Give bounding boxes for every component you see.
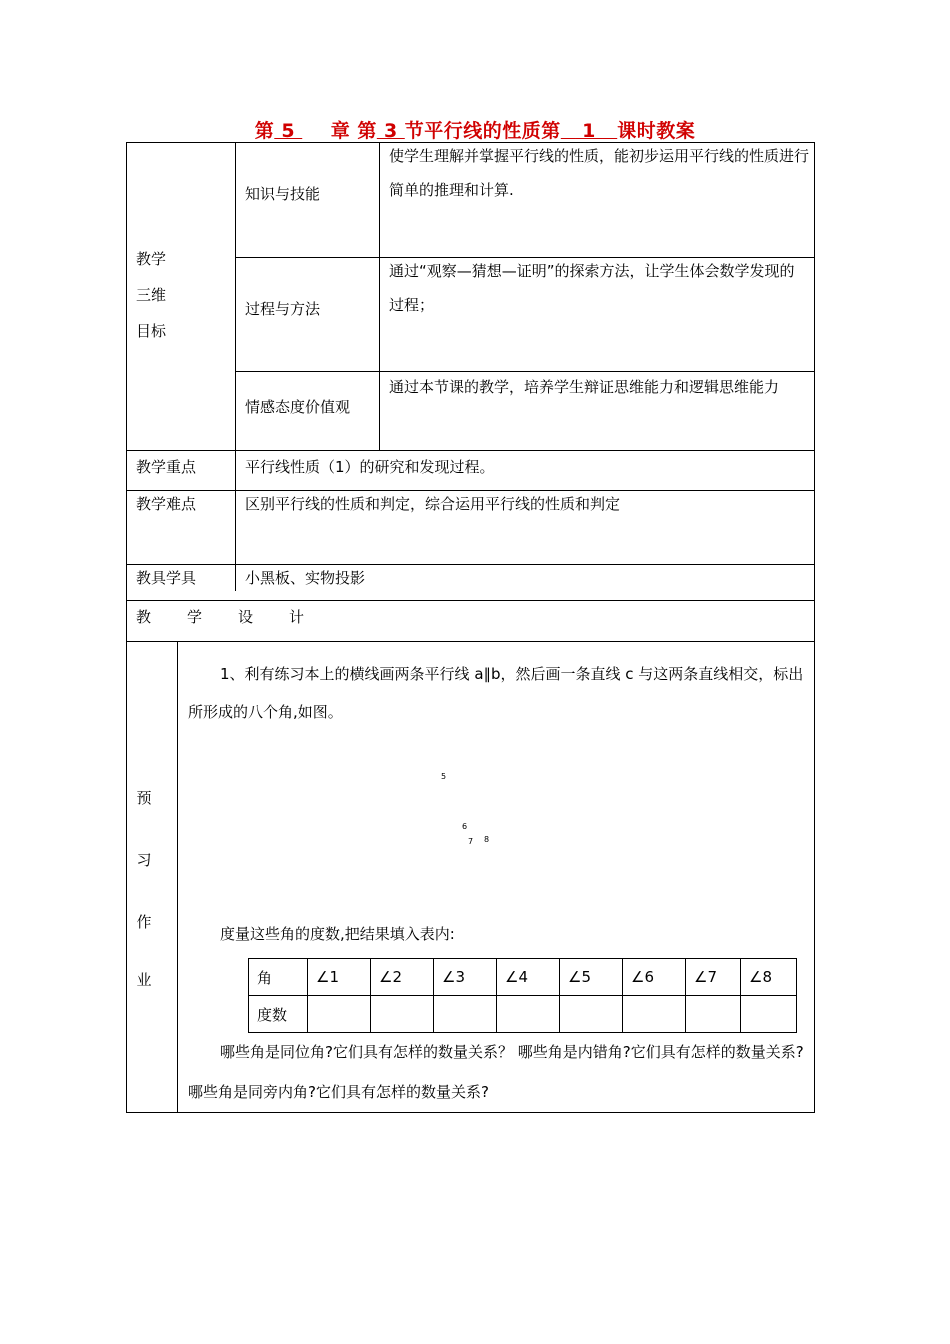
table-cell[interactable]	[497, 996, 560, 1033]
figure-label-5: 5	[441, 772, 447, 781]
preview-label-2: 习	[136, 851, 152, 869]
table-cell: ∠4	[497, 959, 560, 996]
preview-label-4: 业	[136, 971, 152, 989]
preview-paragraph-1: 1、利有练习本上的横线画两条平行线 a∥b，然后画一条直线 c 与这两条直线相交，标出所形成的八个角,如图。	[188, 665, 804, 721]
table-cell: ∠1	[308, 959, 371, 996]
objective-name-process: 过程与方法	[245, 300, 321, 318]
page-title: 第 5 章 第 3 节平行线的性质第 1 课时教案	[254, 120, 696, 142]
preview-label-1: 预	[136, 789, 152, 807]
table-cell[interactable]	[560, 996, 623, 1033]
figure-label-6: 6	[462, 822, 468, 831]
key-point-label: 教学重点	[136, 458, 197, 476]
objective-text-process: 通过“观察—猜想—证明”的探索方法，让学生体会数学发现的过程；	[389, 262, 795, 314]
table-cell: ∠8	[741, 959, 797, 996]
table-row	[249, 996, 797, 1033]
preview-question: 哪些角是同位角?它们具有怎样的数量关系？ 哪些角是内错角?它们具有怎样的数量关系?哪些角是同旁内角?它们具有怎样的数量关系?	[188, 1043, 804, 1101]
figure-label-8: 8	[484, 835, 490, 844]
tools-label: 教具学具	[136, 569, 197, 587]
table-cell[interactable]	[308, 996, 371, 1033]
objectives-label: 教学 三维 目标	[136, 250, 167, 340]
table-cell: ∠6	[623, 959, 686, 996]
table-cell[interactable]	[623, 996, 686, 1033]
tools-text: 小黑板、实物投影	[245, 569, 366, 587]
figure-label-7: 7	[468, 837, 474, 846]
objective-text-knowledge: 使学生理解并掌握平行线的性质，能初步运用平行线的性质进行简单的推理和计算.	[389, 147, 810, 199]
table-cell[interactable]	[741, 996, 797, 1033]
angle-table	[248, 958, 797, 1033]
design-heading: 教 学 设 计	[136, 608, 305, 626]
objective-name-attitude: 情感态度价值观	[245, 398, 351, 416]
table-cell[interactable]	[371, 996, 434, 1033]
objective-text-attitude: 通过本节课的教学，培养学生辩证思维能力和逻辑思维能力	[389, 378, 780, 396]
table-cell[interactable]	[686, 996, 741, 1033]
preview-label-3: 作	[136, 913, 152, 931]
table-cell: ∠3	[434, 959, 497, 996]
table-row	[249, 959, 797, 996]
table-cell[interactable]	[434, 996, 497, 1033]
table-cell: ∠5	[560, 959, 623, 996]
measure-instruction: 度量这些角的度数,把结果填入表内:	[220, 925, 455, 943]
table-cell: 角	[249, 959, 308, 996]
table-cell: 度数	[249, 996, 308, 1033]
table-cell: ∠2	[371, 959, 434, 996]
table-cell: ∠7	[686, 959, 741, 996]
difficulty-text: 区别平行线的性质和判定，综合运用平行线的性质和判定	[245, 495, 621, 513]
key-point-text: 平行线性质（1）的研究和发现过程。	[245, 458, 495, 476]
objective-name-knowledge: 知识与技能	[245, 185, 321, 203]
difficulty-label: 教学难点	[136, 495, 197, 513]
